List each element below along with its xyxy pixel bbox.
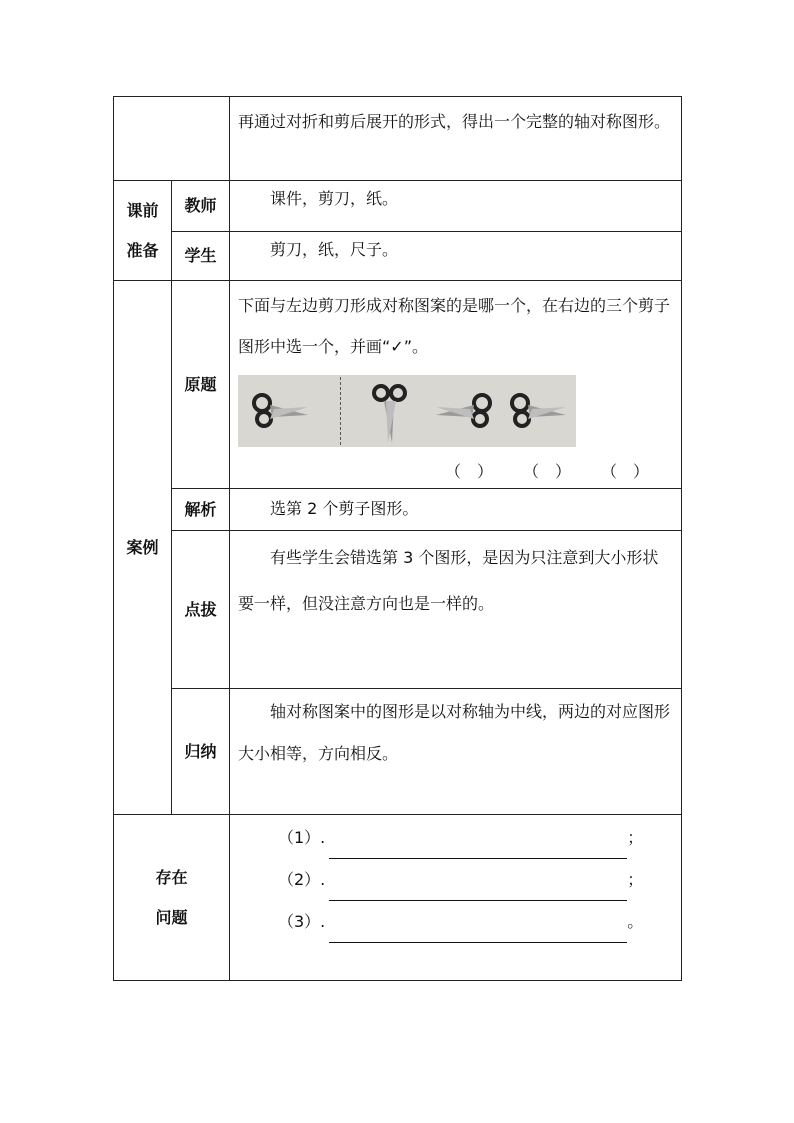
question-text: 下面与左边剪刀形成对称图案的是哪一个，在右边的三个剪子图形中选一个，并画“✓”。	[238, 296, 671, 356]
prep-label-line1: 课前	[126, 200, 159, 220]
issues-row	[114, 815, 682, 981]
analysis-text: 选第 2 个剪子图形。	[230, 489, 682, 531]
prep-label-line2: 准备	[126, 240, 159, 260]
teacher-label: 教师	[172, 181, 230, 232]
issue-blank-3[interactable]	[329, 918, 627, 943]
scissors-icon-reference	[252, 391, 310, 431]
analysis-label: 解析	[172, 489, 230, 531]
issue-line-3	[230, 901, 681, 943]
hint-text: 有些学生会错选第 3 个图形，是因为只注意到大小形状要一样，但没注意方向也是一样的。	[230, 531, 682, 689]
symmetry-axis	[340, 377, 341, 445]
question-cell	[230, 281, 682, 489]
scissors-icon-choice-2	[434, 391, 492, 431]
prep-teacher-row	[114, 181, 682, 232]
issue-number-2: （2）.	[278, 870, 326, 889]
answer-choices	[238, 457, 673, 487]
issue-end-2: ；	[627, 870, 644, 889]
answer-choice-3[interactable]: （ ）	[600, 462, 649, 481]
lesson-table	[113, 96, 682, 981]
scissors-icon-choice-1	[370, 383, 410, 445]
summary-row	[114, 689, 682, 815]
issues-label	[114, 815, 230, 981]
hint-row	[114, 531, 682, 689]
issue-blank-1[interactable]	[329, 834, 627, 859]
issue-number-1: （1）.	[278, 828, 326, 847]
hint-label: 点拔	[172, 531, 230, 689]
issue-line-1	[230, 817, 681, 859]
issue-blank-2[interactable]	[329, 876, 627, 901]
teacher-text: 课件，剪刀，纸。	[230, 181, 682, 232]
question-row	[114, 281, 682, 489]
issues-label-line2: 问题	[155, 907, 188, 927]
issue-number-3: （3）.	[278, 912, 326, 931]
summary-text: 轴对称图案中的图形是以对称轴为中线，两边的对应图形大小相等，方向相反。	[230, 689, 682, 815]
answer-choice-2[interactable]: （ ）	[522, 462, 571, 481]
issue-end-3: 。	[627, 912, 644, 931]
scissors-figure	[238, 375, 576, 447]
issue-line-2	[230, 859, 681, 901]
issues-label-line1: 存在	[155, 867, 188, 887]
issue-end-1: ；	[627, 828, 644, 847]
continuation-label-cell	[114, 97, 230, 181]
summary-label: 归纳	[172, 689, 230, 815]
answer-choice-1[interactable]: （ ）	[444, 462, 493, 481]
question-label: 原题	[172, 281, 230, 489]
student-label: 学生	[172, 232, 230, 281]
student-text: 剪刀，纸，尺子。	[230, 232, 682, 281]
prep-section-label	[114, 181, 172, 281]
continuation-row	[114, 97, 682, 181]
issues-cell	[230, 815, 682, 981]
prep-student-row	[114, 232, 682, 281]
analysis-row	[114, 489, 682, 531]
continuation-text: 再通过对折和剪后展开的形式，得出一个完整的轴对称图形。	[230, 97, 682, 181]
scissors-icon-choice-3	[510, 391, 568, 431]
case-section-label: 案例	[114, 281, 172, 815]
